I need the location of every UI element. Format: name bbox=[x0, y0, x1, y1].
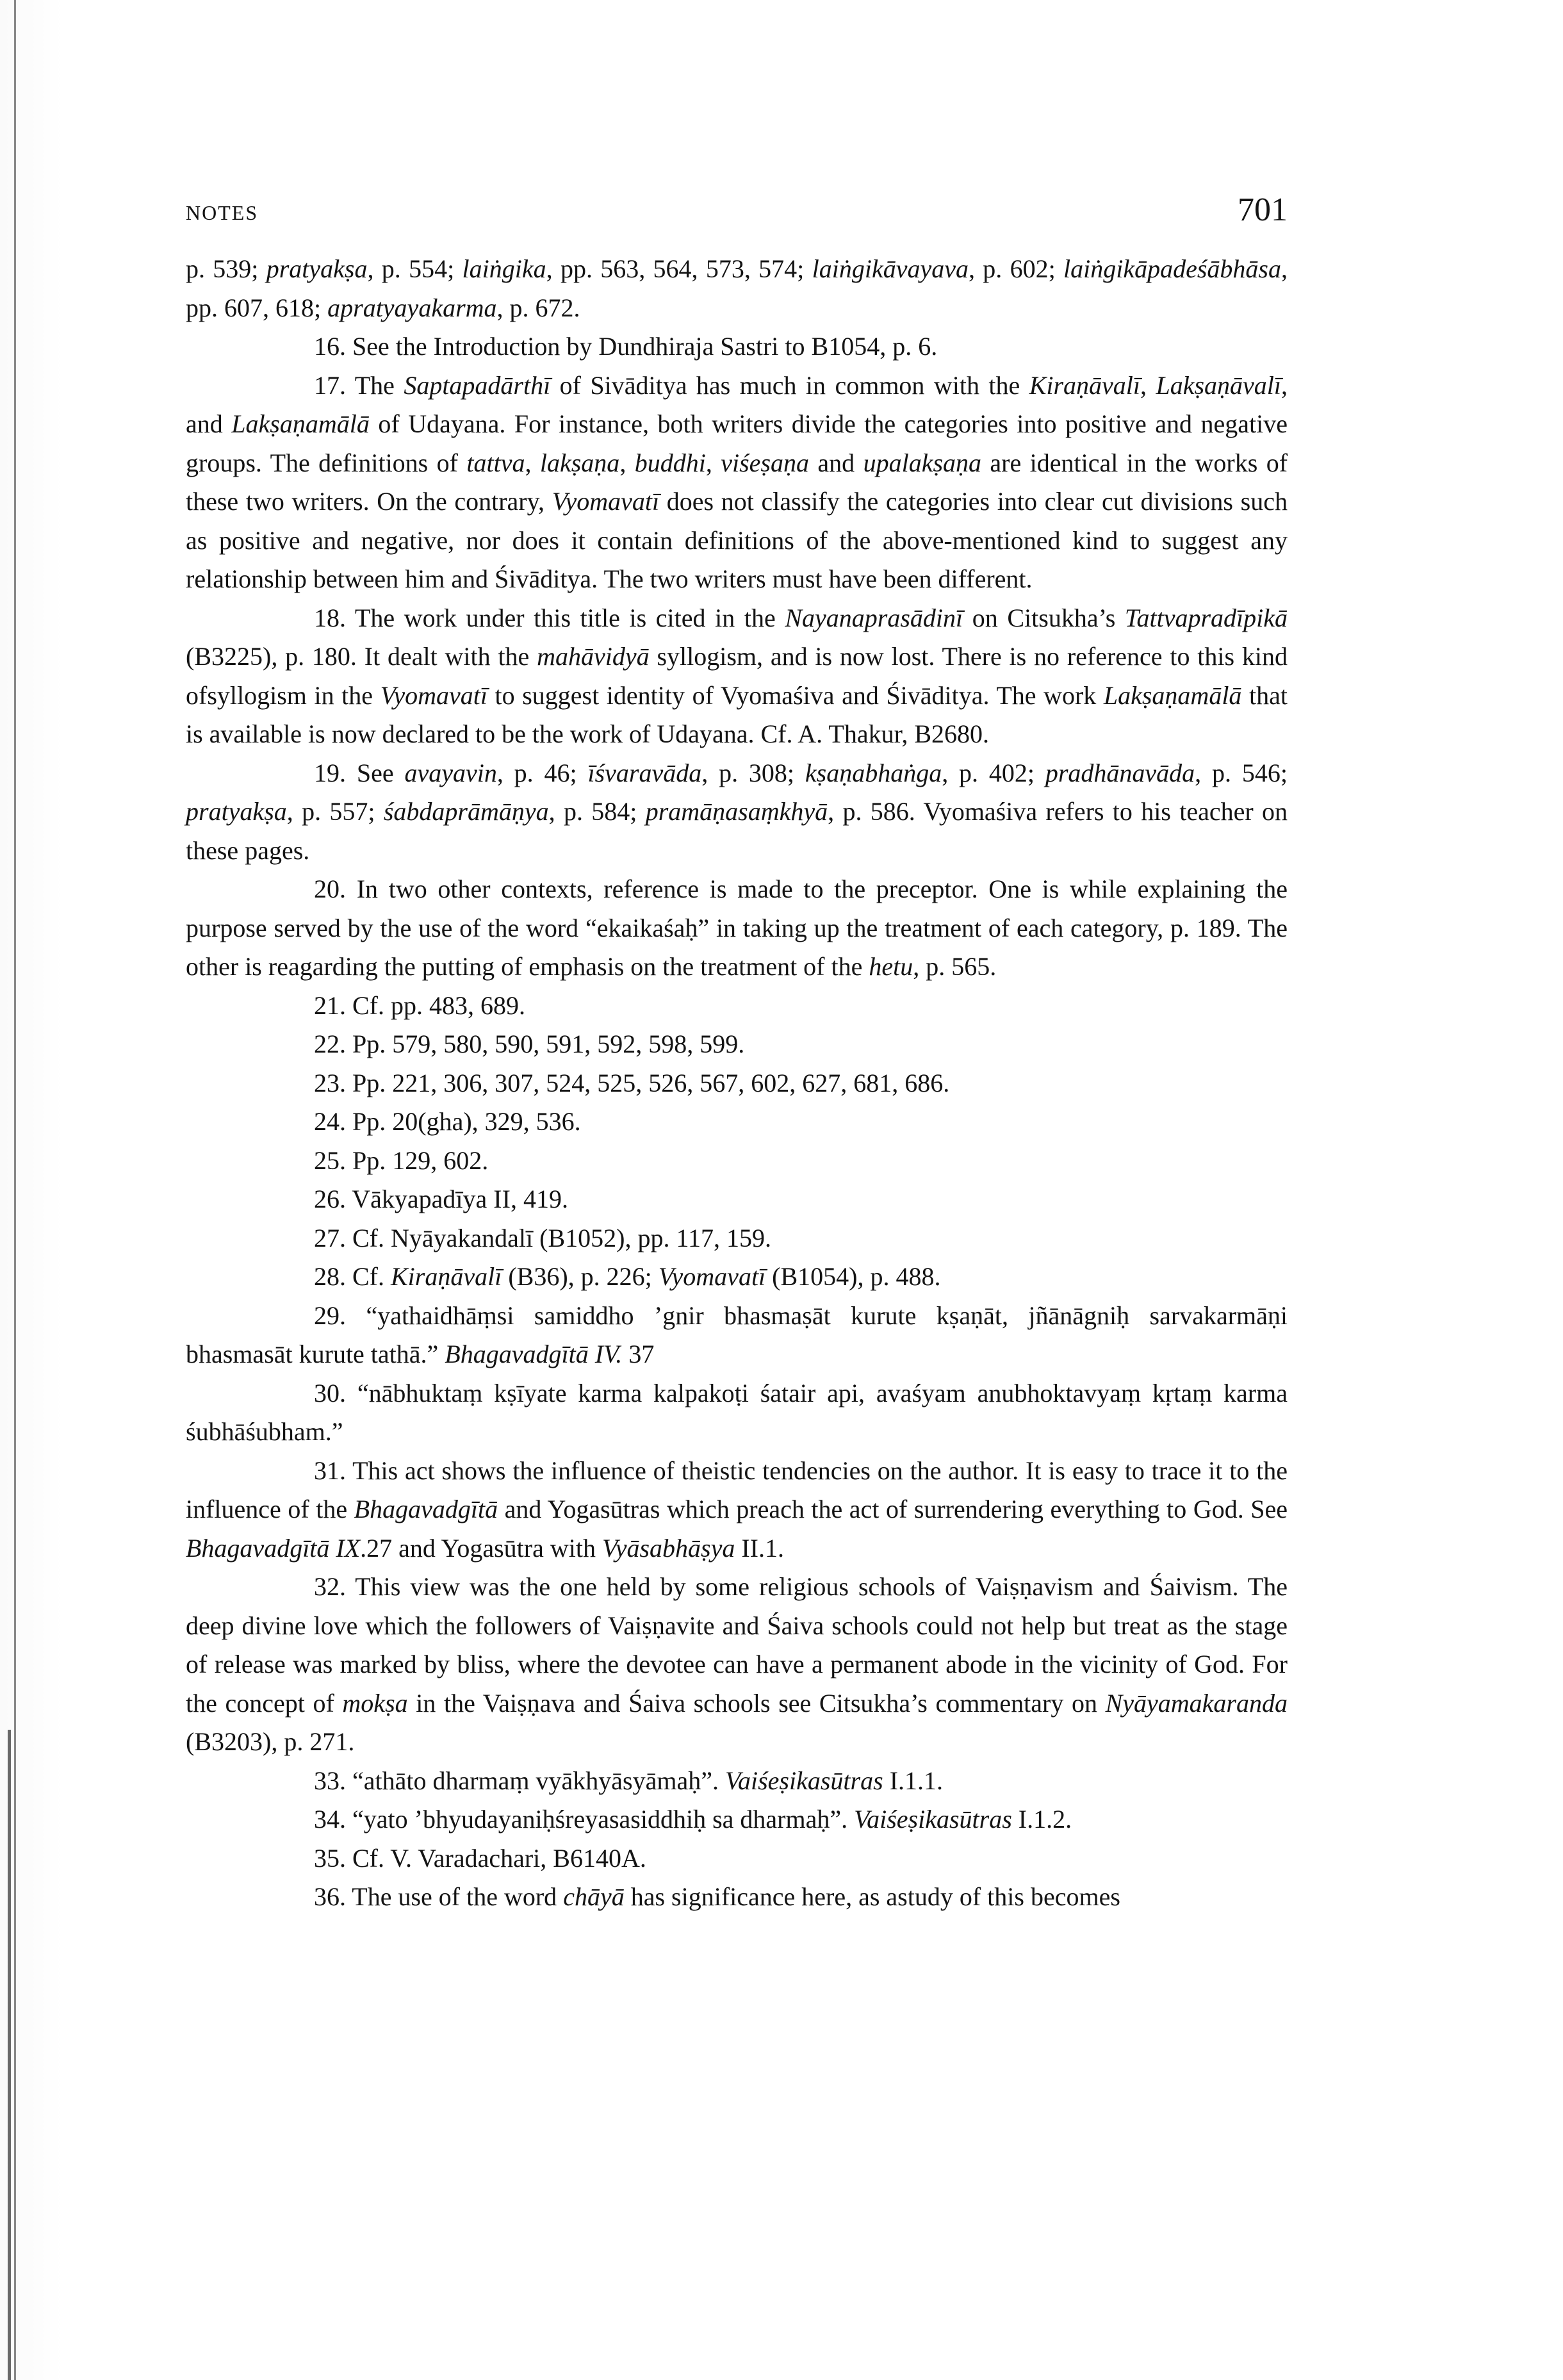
note-number: 20. bbox=[314, 874, 346, 903]
note-italic-term: viśeṣaṇa bbox=[721, 448, 810, 477]
note-text: Pp. 20(gha), 329, 536. bbox=[352, 1107, 581, 1136]
note-text: , pp. 563, 564, 573, 574; bbox=[546, 254, 812, 283]
note-number: 31. bbox=[314, 1456, 346, 1485]
note-italic-term: pradhānavāda bbox=[1045, 758, 1195, 787]
note-number: 23. bbox=[314, 1068, 346, 1097]
note-24 bbox=[186, 1103, 1288, 1142]
note-text: , pp. 607, 618; bbox=[186, 254, 1288, 322]
note-28 bbox=[186, 1258, 1288, 1297]
note-text: Cf. pp. 483, 689. bbox=[352, 990, 525, 1020]
note-text: In two other contexts, reference is made to the preceptor. One is while explaining the purpose served by the use of the word “ekaikaśaḥ” in taking up the treatment of each category, p. 189. The other is reagarding the putting of emphasis on the treatment of the bbox=[186, 874, 1288, 981]
note-continuation bbox=[186, 250, 1288, 327]
note-italic-term: Vaiśeṣikasūtras bbox=[854, 1805, 1012, 1834]
note-text: , p. 672. bbox=[496, 293, 580, 322]
note-32 bbox=[186, 1568, 1288, 1762]
note-italic-term: chāyā bbox=[563, 1882, 625, 1911]
note-italic-term: Bhagavadgītā IX bbox=[186, 1533, 361, 1563]
note-text: , bbox=[705, 448, 721, 477]
note-italic-term: buddhi bbox=[634, 448, 706, 477]
note-text: , p. 586. Vyomaśiva refers to his teacher on these pages. bbox=[186, 797, 1288, 865]
note-text: See bbox=[356, 758, 405, 787]
note-23 bbox=[186, 1064, 1288, 1103]
note-italic-term: mokṣa bbox=[342, 1688, 408, 1718]
note-italic-term: Vyomavatī bbox=[552, 487, 660, 516]
note-text: “nābhuktaṃ kṣīyate karma kalpakoṭi śatair api, avaśyam anubhoktavyaṃ kṛtaṃ karma śubhāśubham.” bbox=[186, 1378, 1288, 1446]
note-italic-term: Nyāyamakaranda bbox=[1105, 1688, 1288, 1718]
note-text: are identical in the works of these two writers. On the contrary, bbox=[186, 448, 1288, 516]
note-italic-term: Kiraṇāvalī bbox=[1029, 370, 1141, 400]
note-text: p. 539; bbox=[186, 254, 266, 283]
note-number: 28. bbox=[314, 1262, 346, 1291]
note-italic-term: Lakṣaṇāvalī bbox=[1156, 370, 1281, 400]
note-italic-term: Vyāsabhāṣya bbox=[601, 1533, 735, 1563]
note-text: II.1. bbox=[735, 1533, 784, 1563]
note-text: , p. 554; bbox=[367, 254, 462, 283]
note-text: has significance here, as astudy of this becomes bbox=[624, 1882, 1120, 1911]
note-number: 32. bbox=[314, 1572, 346, 1601]
note-21 bbox=[186, 987, 1288, 1026]
note-number: 19. bbox=[314, 758, 346, 787]
note-19 bbox=[186, 754, 1288, 871]
scan-edge-line-lower bbox=[8, 1730, 11, 2380]
note-italic-term: laiṅgikāvayava bbox=[812, 254, 969, 283]
note-text: Vākyapadīya II, 419. bbox=[352, 1185, 568, 1213]
note-25 bbox=[186, 1142, 1288, 1181]
note-italic-term: mahāvidyā bbox=[537, 642, 650, 671]
page-header bbox=[186, 186, 1288, 250]
note-text: that is available is now declared to be the work of Udayana. Cf. A. Thakur, B2680. bbox=[186, 680, 1288, 748]
note-20 bbox=[186, 870, 1288, 987]
note-35 bbox=[186, 1839, 1288, 1878]
note-number: 30. bbox=[314, 1378, 346, 1407]
note-text: Cf. Nyāyakandalī (B1052), pp. 117, 159. bbox=[352, 1223, 771, 1252]
note-italic-term: laiṅgikāpadeśābhāsa bbox=[1063, 254, 1281, 283]
note-16 bbox=[186, 327, 1288, 366]
note-22 bbox=[186, 1025, 1288, 1064]
notes-list bbox=[186, 250, 1288, 1917]
note-text: The use of the word bbox=[352, 1882, 564, 1911]
note-text: , p. 402; bbox=[942, 758, 1045, 787]
note-italic-term: pratyakṣa bbox=[266, 254, 368, 283]
note-text: This view was the one held by some religious schools of Vaiṣṇavism and Śaivism. The deep divine love which the followers of Vaiṣṇavite and Śaiva schools could not help but treat as the stage of release was marked by bliss, where the devotee can have a permanent abode in the vicinity of God. For the concept of bbox=[186, 1572, 1288, 1718]
note-text: (B36), p. 226; bbox=[502, 1262, 659, 1291]
note-number: 25. bbox=[314, 1145, 346, 1175]
note-text: “yathaidhāṃsi samiddho ’gnir bhasmaṣāt kurute kṣaṇāt, jñānāgniḥ sarvakarmāṇi bhasmasāt kurute tathā.” bbox=[186, 1301, 1288, 1368]
note-number: 29. bbox=[314, 1301, 346, 1330]
note-text: , and bbox=[186, 370, 1288, 438]
note-text: , p. 46; bbox=[496, 758, 588, 787]
note-italic-term: lakṣaṇa bbox=[539, 448, 620, 477]
note-text: This act shows the influence of theistic tendencies on the author. It is easy to trace it to the influence of the bbox=[186, 1456, 1288, 1523]
note-number: 35. bbox=[314, 1843, 346, 1873]
note-27 bbox=[186, 1219, 1288, 1258]
note-number: 24. bbox=[314, 1107, 346, 1136]
note-text: “yato ’bhyudayaniḥśreyasasiddhiḥ sa dharmaḥ”. bbox=[352, 1805, 855, 1834]
note-italic-term: Vaiśeṣikasūtras bbox=[725, 1766, 883, 1795]
note-text: Cf. V. Varadachari, B6140A. bbox=[352, 1843, 646, 1873]
note-italic-term: īśvaravāda bbox=[587, 758, 702, 787]
note-number: 27. bbox=[314, 1223, 346, 1252]
note-text: to suggest identity of Vyomaśiva and Śivāditya. The work bbox=[487, 680, 1104, 710]
note-text: syllogism, and is now lost. There is no reference to this kind ofsyllogism in the bbox=[186, 642, 1288, 710]
note-text: , p. 584; bbox=[548, 797, 646, 826]
note-italic-term: Bhagavadgītā bbox=[354, 1495, 498, 1523]
note-text: See the Introduction by Dundhiraja Sastri to B1054, p. 6. bbox=[352, 332, 938, 361]
note-number: 36. bbox=[314, 1882, 346, 1911]
note-italic-term: Lakṣaṇamālā bbox=[231, 409, 370, 438]
note-text: , p. 308; bbox=[701, 758, 805, 787]
note-italic-term: hetu bbox=[869, 952, 913, 981]
note-text: The work under this title is cited in the bbox=[354, 603, 785, 632]
note-text: 37 bbox=[622, 1340, 655, 1368]
note-italic-term: Saptapadārthī bbox=[404, 370, 551, 400]
note-26 bbox=[186, 1180, 1288, 1219]
note-36 bbox=[186, 1878, 1288, 1917]
note-text: , bbox=[1140, 370, 1156, 400]
note-text: Pp. 579, 580, 590, 591, 592, 598, 599. bbox=[352, 1030, 745, 1058]
note-34 bbox=[186, 1800, 1288, 1839]
note-text: and bbox=[809, 448, 863, 477]
note-text: , p. 557; bbox=[286, 797, 384, 826]
note-italic-term: Vyomavatī bbox=[380, 680, 487, 710]
note-italic-term: kṣaṇabhaṅga bbox=[805, 758, 942, 787]
note-text: does not classify the categories into clear cut divisions such as positive and negative, nor does it contain definitions of the above-mentioned kind to suggest any relationship between him and Śivāditya. The two writers must have been different. bbox=[186, 487, 1288, 593]
note-text: (B1054), p. 488. bbox=[765, 1262, 941, 1291]
note-italic-term: pratyakṣa bbox=[186, 797, 287, 826]
note-number: 16. bbox=[314, 332, 346, 361]
note-italic-term: upalakṣaṇa bbox=[863, 448, 982, 477]
note-text: of Udayana. For instance, both writers divide the categories into positive and negative groups. The definitions of bbox=[186, 409, 1288, 477]
note-number: 18. bbox=[314, 603, 346, 632]
note-text: I.1.1. bbox=[883, 1766, 944, 1795]
note-29 bbox=[186, 1297, 1288, 1374]
note-number: 22. bbox=[314, 1030, 346, 1058]
note-italic-term: tattva bbox=[466, 448, 525, 477]
note-text: “athāto dharmaṃ vyākhyāsyāmaḥ”. bbox=[352, 1766, 725, 1795]
note-italic-term: Nayanaprasādinī bbox=[785, 603, 963, 632]
note-italic-term: Lakṣaṇamālā bbox=[1103, 680, 1242, 710]
note-text: .27 and Yogasūtra with bbox=[360, 1533, 602, 1563]
note-text: The bbox=[354, 370, 404, 400]
note-30 bbox=[186, 1374, 1288, 1452]
note-text: in the Vaiṣṇava and Śaiva schools see Citsukha’s commentary on bbox=[407, 1688, 1106, 1718]
note-text: (B3203), p. 271. bbox=[186, 1727, 355, 1756]
note-17 bbox=[186, 366, 1288, 599]
note-text: Pp. 129, 602. bbox=[352, 1145, 489, 1175]
note-number: 33. bbox=[314, 1766, 346, 1795]
page-number: 701 bbox=[1238, 192, 1288, 228]
note-text: , bbox=[619, 448, 635, 477]
note-italic-term: apratyayakarma bbox=[327, 293, 497, 322]
note-number: 26. bbox=[314, 1185, 346, 1213]
note-italic-term: laiṅgika bbox=[462, 254, 546, 283]
note-text: Pp. 221, 306, 307, 524, 525, 526, 567, 602, 627, 681, 686. bbox=[352, 1068, 950, 1097]
note-italic-term: Kiraṇāvalī bbox=[391, 1262, 502, 1291]
note-number: 34. bbox=[314, 1805, 346, 1834]
note-text: , p. 602; bbox=[968, 254, 1064, 283]
note-33 bbox=[186, 1762, 1288, 1801]
note-text: (B3225), p. 180. It dealt with the bbox=[186, 642, 537, 671]
note-italic-term: Vyomavatī bbox=[658, 1262, 766, 1291]
note-text: on Citsukha’s bbox=[963, 603, 1125, 632]
note-number: 17. bbox=[314, 370, 346, 400]
note-number: 21. bbox=[314, 990, 346, 1020]
note-text: , p. 565. bbox=[913, 952, 997, 981]
note-31 bbox=[186, 1452, 1288, 1568]
note-text: Cf. bbox=[352, 1262, 391, 1291]
note-18 bbox=[186, 599, 1288, 754]
note-text: of Sivāditya has much in common with the bbox=[550, 370, 1029, 400]
scan-edge-line bbox=[14, 0, 16, 2380]
note-text: and Yogasūtras which preach the act of surrendering everything to God. See bbox=[498, 1495, 1288, 1523]
page bbox=[186, 186, 1288, 1917]
note-italic-term: śabdaprāmāṇya bbox=[383, 797, 549, 826]
note-text: , p. 546; bbox=[1195, 758, 1288, 787]
note-text: , bbox=[525, 448, 540, 477]
note-italic-term: Tattvapradīpikā bbox=[1124, 603, 1288, 632]
note-italic-term: avayavin bbox=[404, 758, 497, 787]
running-head: NOTES bbox=[186, 201, 259, 224]
note-italic-term: pramāṇasaṃkhyā bbox=[645, 797, 828, 826]
note-text: I.1.2. bbox=[1011, 1805, 1072, 1834]
note-italic-term: Bhagavadgītā IV. bbox=[445, 1340, 623, 1368]
